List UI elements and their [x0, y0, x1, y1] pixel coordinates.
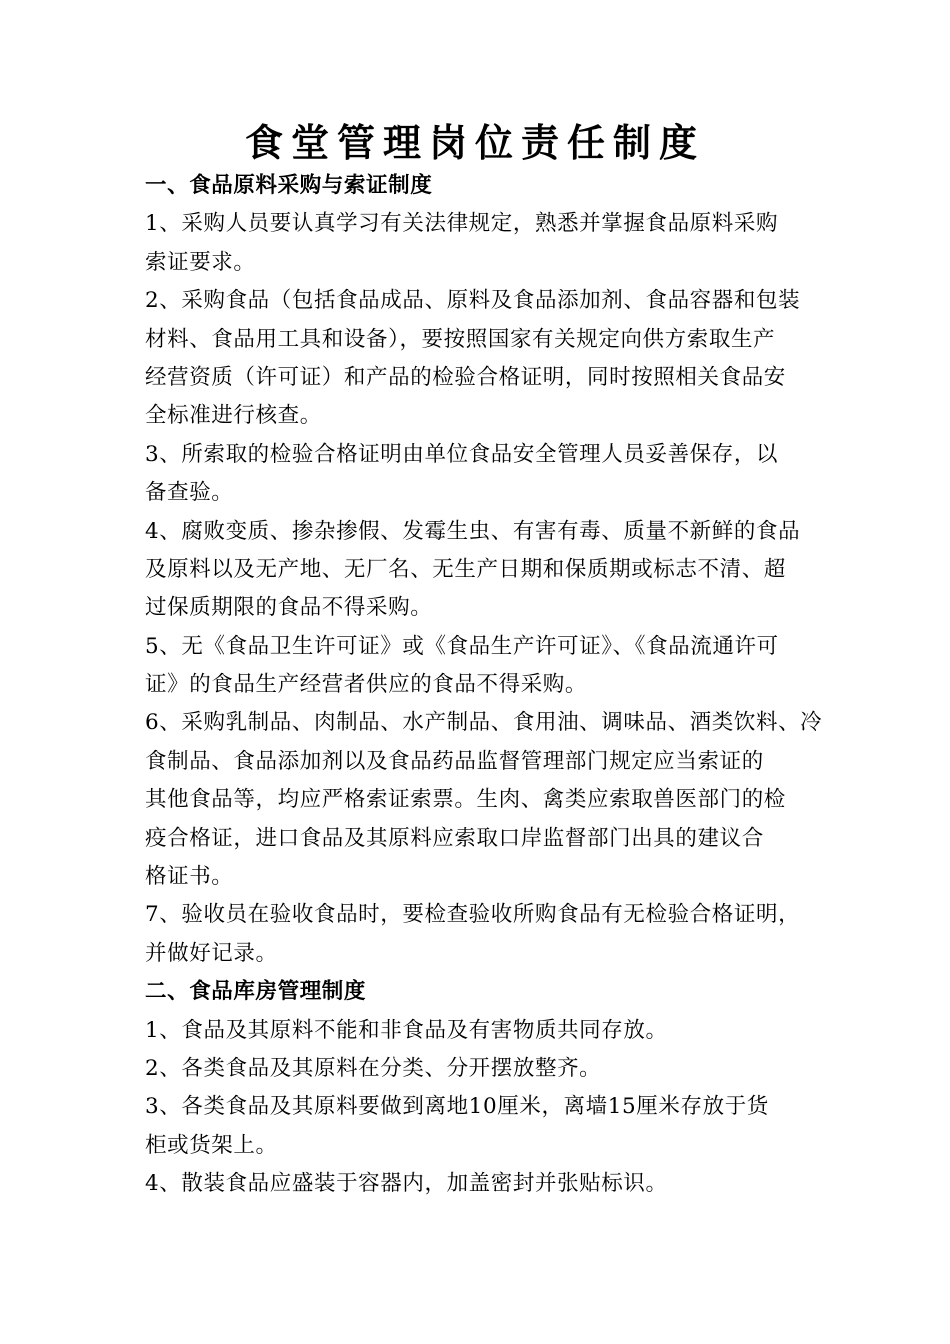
document-body	[145, 167, 825, 1204]
text-line: 1、采购人员要认真学习有关法律规定，熟悉并掌握食品原料采购	[145, 211, 779, 237]
text-line: 3、所索取的检验合格证明由单位食品安全管理人员妥善保存，以	[145, 441, 779, 467]
text-line: 5、无《食品卫生许可证》或《食品生产许可证》、《食品流通许可	[145, 633, 779, 659]
section-heading: 一、食品原料采购与索证制度	[145, 173, 433, 198]
text-line: 4、腐败变质、掺杂掺假、发霉生虫、有害有毒、质量不新鲜的食品	[145, 518, 801, 544]
text-line: 过保质期限的食品不得采购。	[145, 595, 433, 621]
text-line: 2、各类食品及其原料在分类、分开摆放整齐。	[145, 1055, 602, 1081]
text-line: 及原料以及无产地、无厂名、无生产日期和保质期或标志不清、超	[145, 556, 786, 582]
text-line: 食制品、食品添加剂以及食品药品监督管理部门规定应当索证的	[145, 748, 764, 774]
text-line: 格证书。	[145, 864, 234, 890]
document-title: 食堂管理岗位责任制度	[244, 120, 705, 165]
text-line: 4、散装食品应盛装于容器内，加盖密封并张贴标识。	[145, 1171, 668, 1197]
text-line: 7、验收员在验收食品时，要检查验收所购食品有无检验合格证明，	[145, 902, 801, 928]
text-line: 材料、食品用工具和设备），要按照国家有关规定向供方索取生产	[145, 326, 776, 352]
text-line: 其他食品等，均应严格索证索票。生肉、禽类应索取兽医部门的检	[145, 787, 786, 813]
text-line: 2、采购食品（包括食品成品、原料及食品添加剂、食品容器和包装	[145, 288, 801, 314]
text-line: 3、各类食品及其原料要做到离地10厘米，离墙15厘米存放于货	[145, 1094, 769, 1120]
text-line: 柜或货架上。	[145, 1132, 278, 1158]
text-line: 疫合格证，进口食品及其原料应索取口岸监督部门出具的建议合	[145, 825, 764, 851]
text-line: 证》的食品生产经营者供应的食品不得采购。	[145, 672, 588, 698]
text-line: 经营资质（许可证）和产品的检验合格证明，同时按照相关食品安	[145, 364, 786, 390]
section-heading: 二、食品库房管理制度	[145, 979, 367, 1005]
text-line: 索证要求。	[145, 249, 256, 275]
text-line: 1、食品及其原料不能和非食品及有害物质共同存放。	[145, 1017, 668, 1043]
text-line: 全标准进行核查。	[145, 403, 322, 429]
text-line: 6、采购乳制品、肉制品、水产制品、食用油、调味品、酒类饮料、冷	[145, 710, 823, 736]
text-line: 并做好记录。	[145, 940, 278, 966]
text-line: 备查验。	[145, 480, 234, 506]
